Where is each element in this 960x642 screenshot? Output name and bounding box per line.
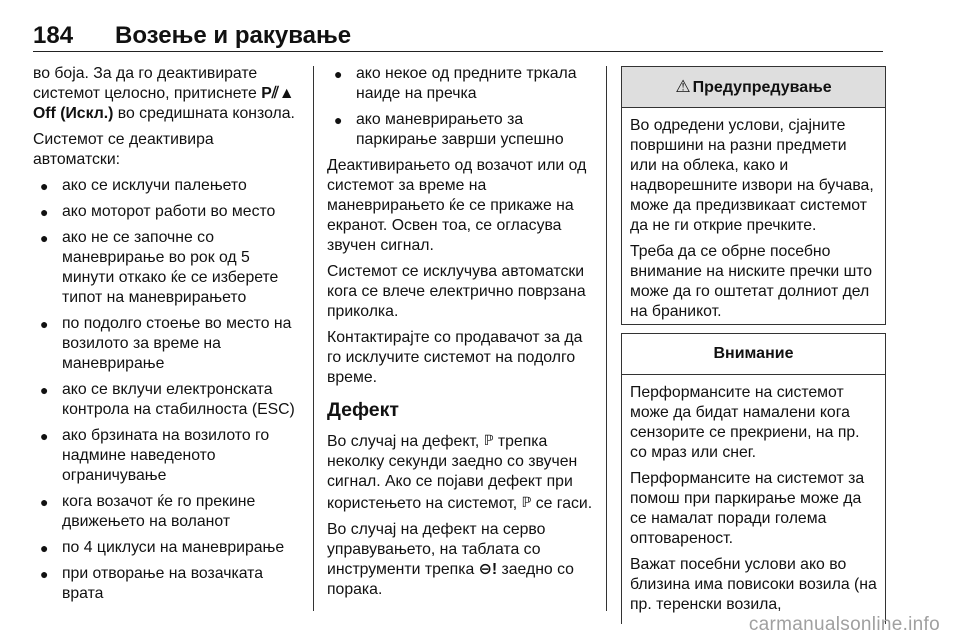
list-item: ● по 4 циклуси на маневрирање (40, 539, 285, 556)
bullet-icon: ● (40, 494, 49, 510)
caution-box (621, 333, 886, 624)
caution-box-header (622, 334, 885, 375)
paragraph-contact: Контактирајте со продавачот за да го исклучите системот на подолго време. (327, 329, 583, 386)
list-item: ● ако моторот работи во место (40, 203, 276, 220)
bullet-icon: ● (40, 178, 49, 194)
list-item: ● ако брзината на возилото го надмине наведеното ограничување (40, 427, 270, 484)
bullet-icon: ● (40, 540, 49, 556)
page-number: 184 (33, 22, 74, 49)
page-header (33, 22, 913, 52)
park-assist-icon: P⫽▲ (261, 85, 295, 102)
warning-triangle-icon: ⚠ (675, 77, 691, 96)
column-2 (327, 64, 595, 606)
bullet-icon: ● (40, 316, 49, 332)
bullet-icon: ● (334, 66, 343, 82)
auto-off-intro: Системот се деактивира автоматски: (33, 131, 214, 168)
bullet-icon: ● (40, 382, 49, 398)
list-item: ● ако се исклучи палењето (40, 177, 247, 194)
auto-off-list (33, 176, 301, 604)
park-assist-symbol-icon: ℙ (521, 494, 532, 510)
off-button-label: Off (Искл.) (33, 105, 114, 122)
bullet-icon: ● (334, 112, 343, 128)
list-item: ● ако не се започне со маневрирање во рок од 5 минути откако ќе се изберете типот на маневрирањето (40, 229, 279, 306)
intro-paragraph: во боја. За да го деактивирате системот целосно, притиснете P⫽▲ Off (Искл.) во средишната конзола. (33, 65, 295, 122)
warning-paragraph-2: Треба да се обрне посебно внимание на ниските пречки што може да го оштетат долниот дел на браникот. (630, 243, 873, 320)
bullet-icon: ● (40, 566, 49, 582)
list-item: ● кога возачот ќе го прекине движењето на воланот (40, 493, 256, 530)
caution-paragraph-2: Перформансите на системот за помош при паркирање може да се намалат поради голема оптовареност. (630, 470, 865, 547)
paragraph-servo-fault: Во случај на дефект на серво управувањето, на таблата со инструменти трепка ⊖! заедно со порака. (327, 521, 574, 598)
bullet-icon: ● (40, 230, 49, 246)
header-rule (33, 51, 883, 52)
fault-heading: Дефект (327, 399, 399, 421)
watermark-text: carmanualsonline.info (748, 614, 940, 635)
warning-box (621, 66, 886, 325)
warning-paragraph-1: Во одредени услови, сјајните површини на разни предмети или на облека, како и надворешните извори на бучава, може да предизвикаат системот да не ги открие пречките. (630, 117, 874, 234)
paragraph-trailer: Системот се исклучува автоматски кога се влече електрично поврзана приколка. (327, 263, 586, 320)
bullet-icon: ● (40, 428, 49, 444)
park-assist-symbol-icon: ℙ (483, 432, 494, 448)
steering-warning-icon: ⊖! (478, 561, 498, 578)
column-divider-2 (606, 66, 607, 611)
paragraph-deactivation: Деактивирањето од возачот или од системот за време на маневрирањето ќе се прикаже на екранот. Освен тоа, се огласува звучен сигнал. (327, 157, 587, 254)
list-item: ● по подолго стоење во место на возилото за време на маневрирање (40, 315, 292, 372)
list-item: ● ако маневрирањето за паркирање заврши успешно (334, 111, 564, 148)
column-divider-1 (313, 66, 314, 611)
list-item: ● ако се вклучи електронската контрола на стабилноста (ESC) (40, 381, 295, 418)
list-item: ● при отворање на возачката врата (40, 565, 263, 602)
caution-title: Внимание (713, 345, 794, 362)
warning-box-header (622, 67, 885, 108)
caution-paragraph-3: Важат посебни услови ако во близина има повисоки возила (на пр. теренски возила, (630, 556, 877, 613)
deactivation-list (327, 64, 595, 150)
section-title: Возење и ракување (115, 22, 352, 49)
bullet-icon: ● (40, 204, 49, 220)
list-item: ● ако некое од предните тркала наиде на пречка (334, 65, 577, 102)
caution-paragraph-1: Перформансите на системот може да бидат намалени кога сензорите се прекриени, на пр. со мраз или снег. (630, 384, 860, 461)
column-1 (33, 64, 301, 610)
warning-box-body (622, 108, 885, 324)
warning-title: Предупредување (692, 79, 832, 96)
caution-box-body (622, 375, 885, 615)
paragraph-fault: Во случај на дефект, ℙ трепка неколку секунди заедно со звучен сигнал. Ако се појави дефект при користењето на системот, ℙ се гаси. (327, 432, 593, 512)
